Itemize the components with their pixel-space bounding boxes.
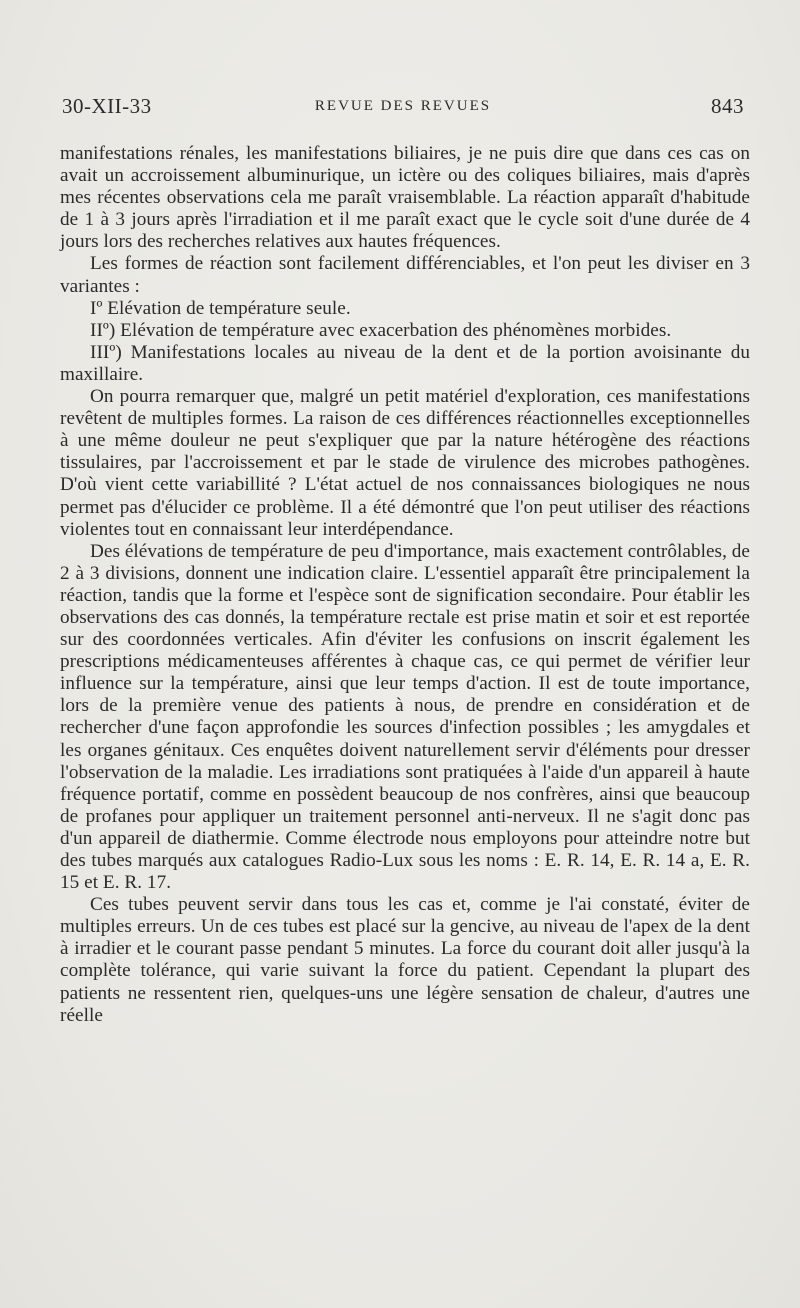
header-journal-title: REVUE DES REVUES	[314, 98, 492, 114]
header-page-number: 843	[711, 94, 744, 118]
list-item-variant-2: IIº) Elévation de température avec exacerbation des phénomènes morbides.	[90, 319, 672, 341]
header-date: 30-XII-33	[62, 94, 152, 118]
paragraph-reaction-forms: Les formes de réaction sont facilement différenciables, et l'on peut les diviser en 3 variantes :	[60, 253, 750, 297]
paragraph-tubes: Ces tubes peuvent servir dans tous les cas et, comme je l'ai constaté, éviter de multiples erreurs. Un de ces tubes est placé sur la gencive, au niveau de l'apex de la dent à irradier et le courant passe pendant 5 minutes. La force du courant doit aller jusqu'à la complète tolérance, qui varie suivant la force du patient. Cependant la plupart des patients ne ressentent rien, quelques-uns une légère sensation de chaleur, d'autres une réelle	[60, 894, 750, 1026]
paragraph-temperature: Des élévations de température de peu d'importance, mais exactement contrôlables, de 2 à 3 divisions, donnent une indication claire. L'essentiel apparaît être principalement la réaction, tandis que la forme et l'espèce sont de signification secondaire. Pour établir les observations des cas donnés, la température rectale est prise matin et soir et est reportée sur des coordonnées verticales. Afin d'éviter les confusions on inscrit également les prescriptions médicamenteuses afférentes à chaque cas, ce qui permet de vérifier leur influence sur la température, ainsi que leur temps d'action. Il est de toute importance, lors de la première venue des patients à nous, de prendre en considération et de rechercher d'une façon approfondie les sources d'infection possibles ; les amygdales et les organes génitaux. Ces enquêtes doivent naturellement servir d'éléments pour dresser l'observation de la maladie. Les irradiations sont pratiquées à l'aide d'un appareil à haute fréquence portatif, comme en possèdent beaucoup de nos confrères, ainsi que beaucoup de profanes pour appliquer un traitement personnel anti-nerveux. Il ne s'agit donc pas d'un appareil de diathermie. Comme électrode nous employons pour atteindre notre but des tubes marqués aux catalogues Radio-Lux sous les noms : E. R. 14, E. R. 14 a, E. R. 15 et E. R. 17.	[60, 540, 750, 894]
list-item-variant-1: Iº Elévation de température seule.	[90, 297, 351, 319]
running-head	[62, 94, 744, 124]
paragraph-continued: manifestations rénales, les manifestations biliaires, je ne puis dire que dans ces cas on avait un accroissement albuminurique, un ictère ou des coliques biliaires, mais d'après mes récentes observations cela me paraît vraisemblable. La réaction apparaît d'habitude de 1 à 3 jours après l'irradiation et il me paraît exact que le cycle soit d'une durée de 4 jours lors des recherches relatives aux hautes fréquences.	[60, 143, 750, 253]
paragraph-variability: On pourra remarquer que, malgré un petit matériel d'exploration, ces manifestations revêtent de multiples formes. La raison de ces différences réactionnelles exceptionnelles à une même douleur ne peut s'expliquer que par la nature hétérogène des réactions tissulaires, par l'accroissement et par le stade de virulence des microbes pathogènes. D'où vient cette variabillité ? L'état actuel de nos connaissances biologiques ne nous permet pas d'élucider ce problème. Il a été démontré que l'on peut utiliser des réactions violentes tout en connaissant leur interdépendance.	[60, 386, 750, 540]
list-item-variant-3: IIIº) Manifestations locales au niveau de la dent et de la portion avoisinante du maxillaire.	[60, 341, 750, 385]
body-text	[60, 143, 750, 1027]
